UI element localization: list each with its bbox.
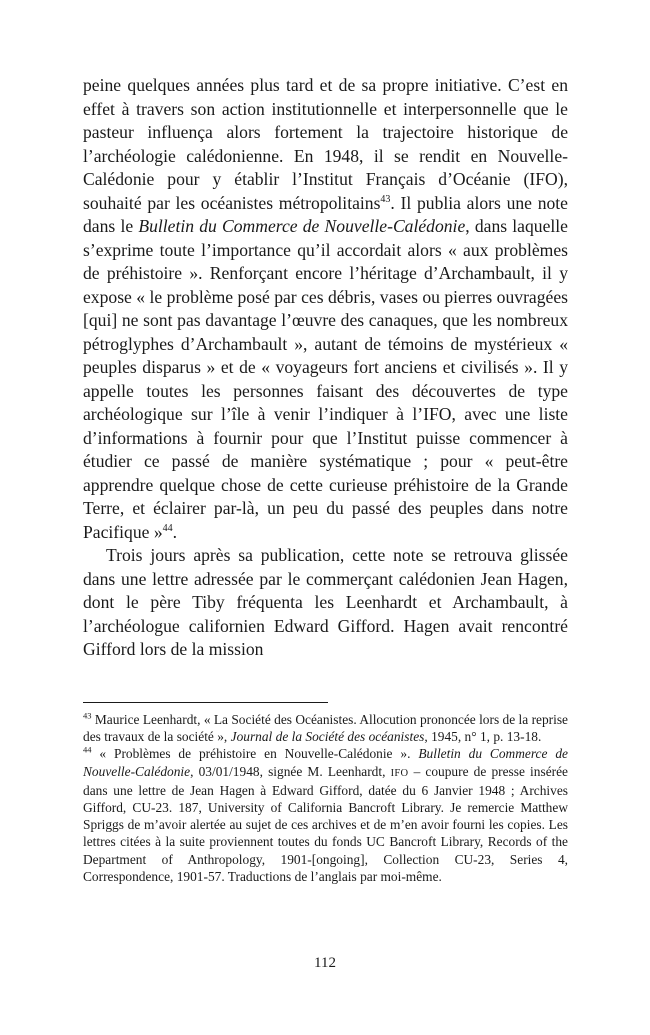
footnote-44: $^{44}$ « Problèmes de préhistoire en Nouvelle-Calédonie ». Bulletin du Commerce de Nouvelle-Calédonie, 03/01/1948, signée M. Leenhardt, IFO – coupure de presse insérée dans une lettre de Jean Hagen à Edward Gifford, datée du 6 Janvier 1948 ; Archives Gifford, CU-23. 187, University of California Bancroft Library. Je remercie Matthew Spriggs de m’avoir alertée au sujet de ces archives et de m’en avoir fourni les copies. Les lettres citées à la suite proviennent toutes du fonds UC Bancroft Library, Records of the Department of Anthropology, 1901-[ongoing], Collection CU-23, Series 4, Correspondence, 1901-57. Traductions de l’anglais par moi-même. (83, 744, 568, 884)
bulletin-title: Bulletin du Commerce de Nouvelle-Calédonie (138, 216, 466, 236)
page-number: 112 (314, 955, 336, 971)
footnote-number-44: 44 (83, 744, 92, 755)
footnote-divider (83, 702, 328, 703)
footnote-ref-43[interactable]: 43 (380, 193, 391, 205)
ifo-small-caps: IFO (390, 767, 409, 779)
paragraph-1: peine quelques années plus tard et de sa propre initiative. C’est en effet à travers son action institutionnelle et interpersonnelle que le pasteur influença alors fortement la trajectoire historique de l’archéologie calédonienne. En 1948, il se rendit en Nouvelle-Calédonie pour y établir l’Institut Français d’Océanie (IFO), souhaité par les océanistes métropolitains$^{43}$. Il publia alors une note dans le Bulletin du Commerce de Nouvelle-Calédonie, dans laquelle s’exprime toute l’importance qu’il accordait alors « aux problèmes de préhistoire ». Renforçant encore l’héritage d’Archambault, il y expose « le problème posé par ces débris, vases ou pierres ouvragées [qui] ne sont pas davantage l’œuvre des canaques, que les nombreux pétroglyphes d’Archambault », autant de témoins de mystérieux « peuples disparus » et de « voyageurs fort anciens et civilisés ». Il y appelle toutes les personnes faisant des découvertes de type archéologique sur l’île à venir l’indiquer à l’IFO, avec une liste d’informations à fournir pour que l’Institut puisse commencer à étudier ce passé de manière systématique ; pour « peut-être apprendre quelque chose de cette curieuse préhistoire de la Grande Terre, et éclairer par-là, un peu du passé des peuples dans notre Pacifique »$^{44}$. (83, 75, 568, 542)
footnotes-section (83, 702, 568, 885)
footnote-ref-44[interactable]: 44 (162, 522, 173, 534)
footnote-number-43: 43 (83, 710, 92, 721)
journal-title: Journal de la Société des océanistes (230, 729, 425, 745)
main-text-block (83, 74, 568, 662)
paragraph-2: Trois jours après sa publication, cette note se retrouva glissée dans une lettre adressée par le commerçant calédonien Jean Hagen, dont le père Tiby fréquenta les Leenhardt et Archambault, à l’archéologue californien Edward Gifford. Hagen avait rencontré Gifford lors de la mission (83, 545, 568, 659)
bulletin-title-footnote: Bulletin du Commerce de Nouvelle-Calédonie (83, 746, 568, 779)
footnote-43: $^{43}$ Maurice Leenhardt, « La Société des Océanistes. Allocution prononcée lors de la reprise des travaux de la société », Journal de la Société des océanistes, 1945, n° 1, p. 13-18. (83, 710, 568, 745)
